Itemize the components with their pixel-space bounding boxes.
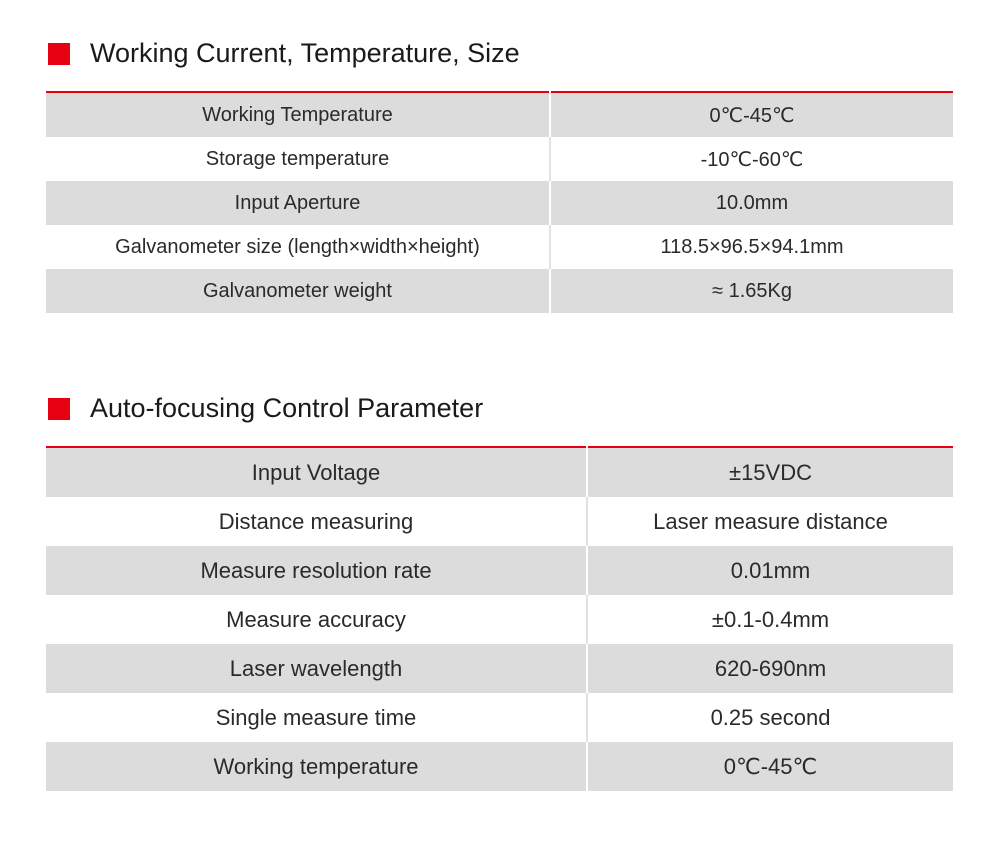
spec-value: 620-690nm xyxy=(587,644,953,693)
spec-value: 0.01mm xyxy=(587,546,953,595)
table-row xyxy=(46,644,953,693)
red-square-icon xyxy=(48,43,70,65)
section-header-working-current xyxy=(48,38,520,69)
spec-value: ±0.1-0.4mm xyxy=(587,595,953,644)
table-row xyxy=(46,269,953,313)
red-square-icon xyxy=(48,398,70,420)
table-row xyxy=(46,595,953,644)
section-header-auto-focusing xyxy=(48,393,483,424)
spec-value: Laser measure distance xyxy=(587,497,953,546)
section-title: Auto-focusing Control Parameter xyxy=(90,393,484,423)
spec-table-auto-focusing xyxy=(46,446,953,791)
section-title: Working Current, Temperature, Size xyxy=(90,38,520,68)
table-row xyxy=(46,225,953,269)
spec-table-working-current xyxy=(46,91,953,313)
spec-label: Working Temperature xyxy=(46,92,550,137)
spec-label: Measure resolution rate xyxy=(46,546,587,595)
spec-value: 118.5×96.5×94.1mm xyxy=(550,225,953,269)
spec-value: 0℃-45℃ xyxy=(587,742,953,791)
spec-label: Distance measuring xyxy=(46,497,587,546)
spec-value: 0℃-45℃ xyxy=(550,92,953,137)
spec-value: ±15VDC xyxy=(587,447,953,497)
spec-label: Single measure time xyxy=(46,693,587,742)
table-row xyxy=(46,181,953,225)
spec-label: Galvanometer weight xyxy=(46,269,550,313)
table-row xyxy=(46,497,953,546)
spec-label: Storage temperature xyxy=(46,137,550,181)
table-row xyxy=(46,447,953,497)
spec-value: ≈ 1.65Kg xyxy=(550,269,953,313)
table-row xyxy=(46,693,953,742)
table-row xyxy=(46,137,953,181)
spec-label: Input Voltage xyxy=(46,447,587,497)
spec-value: 10.0mm xyxy=(550,181,953,225)
spec-value: 0.25 second xyxy=(587,693,953,742)
spec-label: Working temperature xyxy=(46,742,587,791)
table-row xyxy=(46,546,953,595)
spec-label: Laser wavelength xyxy=(46,644,587,693)
spec-label: Measure accuracy xyxy=(46,595,587,644)
table-row xyxy=(46,92,953,137)
spec-value: -10℃-60℃ xyxy=(550,137,953,181)
spec-label: Galvanometer size (length×width×height) xyxy=(46,225,550,269)
spec-label: Input Aperture xyxy=(46,181,550,225)
table-row xyxy=(46,742,953,791)
